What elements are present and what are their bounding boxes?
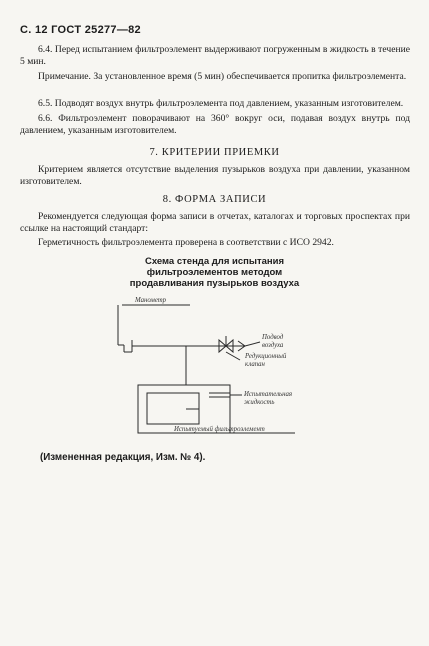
paragraph-recommendation: Рекомендуется следующая форма записи в отчетах, каталогах и торговых проспектах при ссылке на настоящий стандарт:: [20, 211, 410, 234]
caption-line-2: фильтроэлементов методом: [146, 266, 283, 278]
section-8-heading: 8. ФОРМА ЗАПИСИ: [162, 194, 267, 205]
caption-line-3: продавливания пузырьков воздуха: [129, 277, 300, 289]
label-liquid-2: жидкость: [244, 399, 275, 406]
paragraph-6-5: 6.5. Подводят воздух внутрь фильтроэлемента под давлением, указанным изготовителем.: [38, 98, 404, 109]
label-air-supply-2: воздуха: [262, 342, 284, 349]
label-filter-element: Испытуемый фильтроэлемент: [174, 426, 265, 433]
revision-note: (Измененная редакция, Изм. № 4).: [40, 452, 206, 463]
page-header: С. 12 ГОСТ 25277—82: [20, 24, 141, 36]
label-liquid-1: Испытательная: [244, 391, 293, 398]
note-paragraph: Примечание. За установленное время (5 мин) обеспечивается пропитка фильтроэлемента.: [38, 71, 407, 82]
paragraph-6-6: 6.6. Фильтроэлемент поворачивают на 360° вокруг оси, подавая воздух внутрь под давлением, указанным изготовителем.: [20, 113, 410, 136]
paragraph-iso: Герметичность фильтроэлемента проверена в соответствии с ИСО 2942.: [38, 237, 334, 248]
paragraph-criteria: Критерием является отсутствие выделения пузырьков воздуха при давлении, указанном изготовителем.: [20, 164, 410, 187]
label-regulator-1: Редукционный: [245, 353, 287, 360]
section-7-heading: 7. КРИТЕРИИ ПРИЕМКИ: [149, 147, 280, 158]
label-manometer: Манометр: [135, 297, 167, 304]
label-air-supply-1: Подвод: [262, 334, 284, 341]
paragraph-6-4: 6.4. Перед испытанием фильтроэлемент выдерживают погруженным в жидкость в течение 5 мин.: [20, 44, 410, 67]
caption-line-1: Схема стенда для испытания: [144, 256, 285, 267]
label-regulator-2: клапан: [245, 361, 265, 368]
